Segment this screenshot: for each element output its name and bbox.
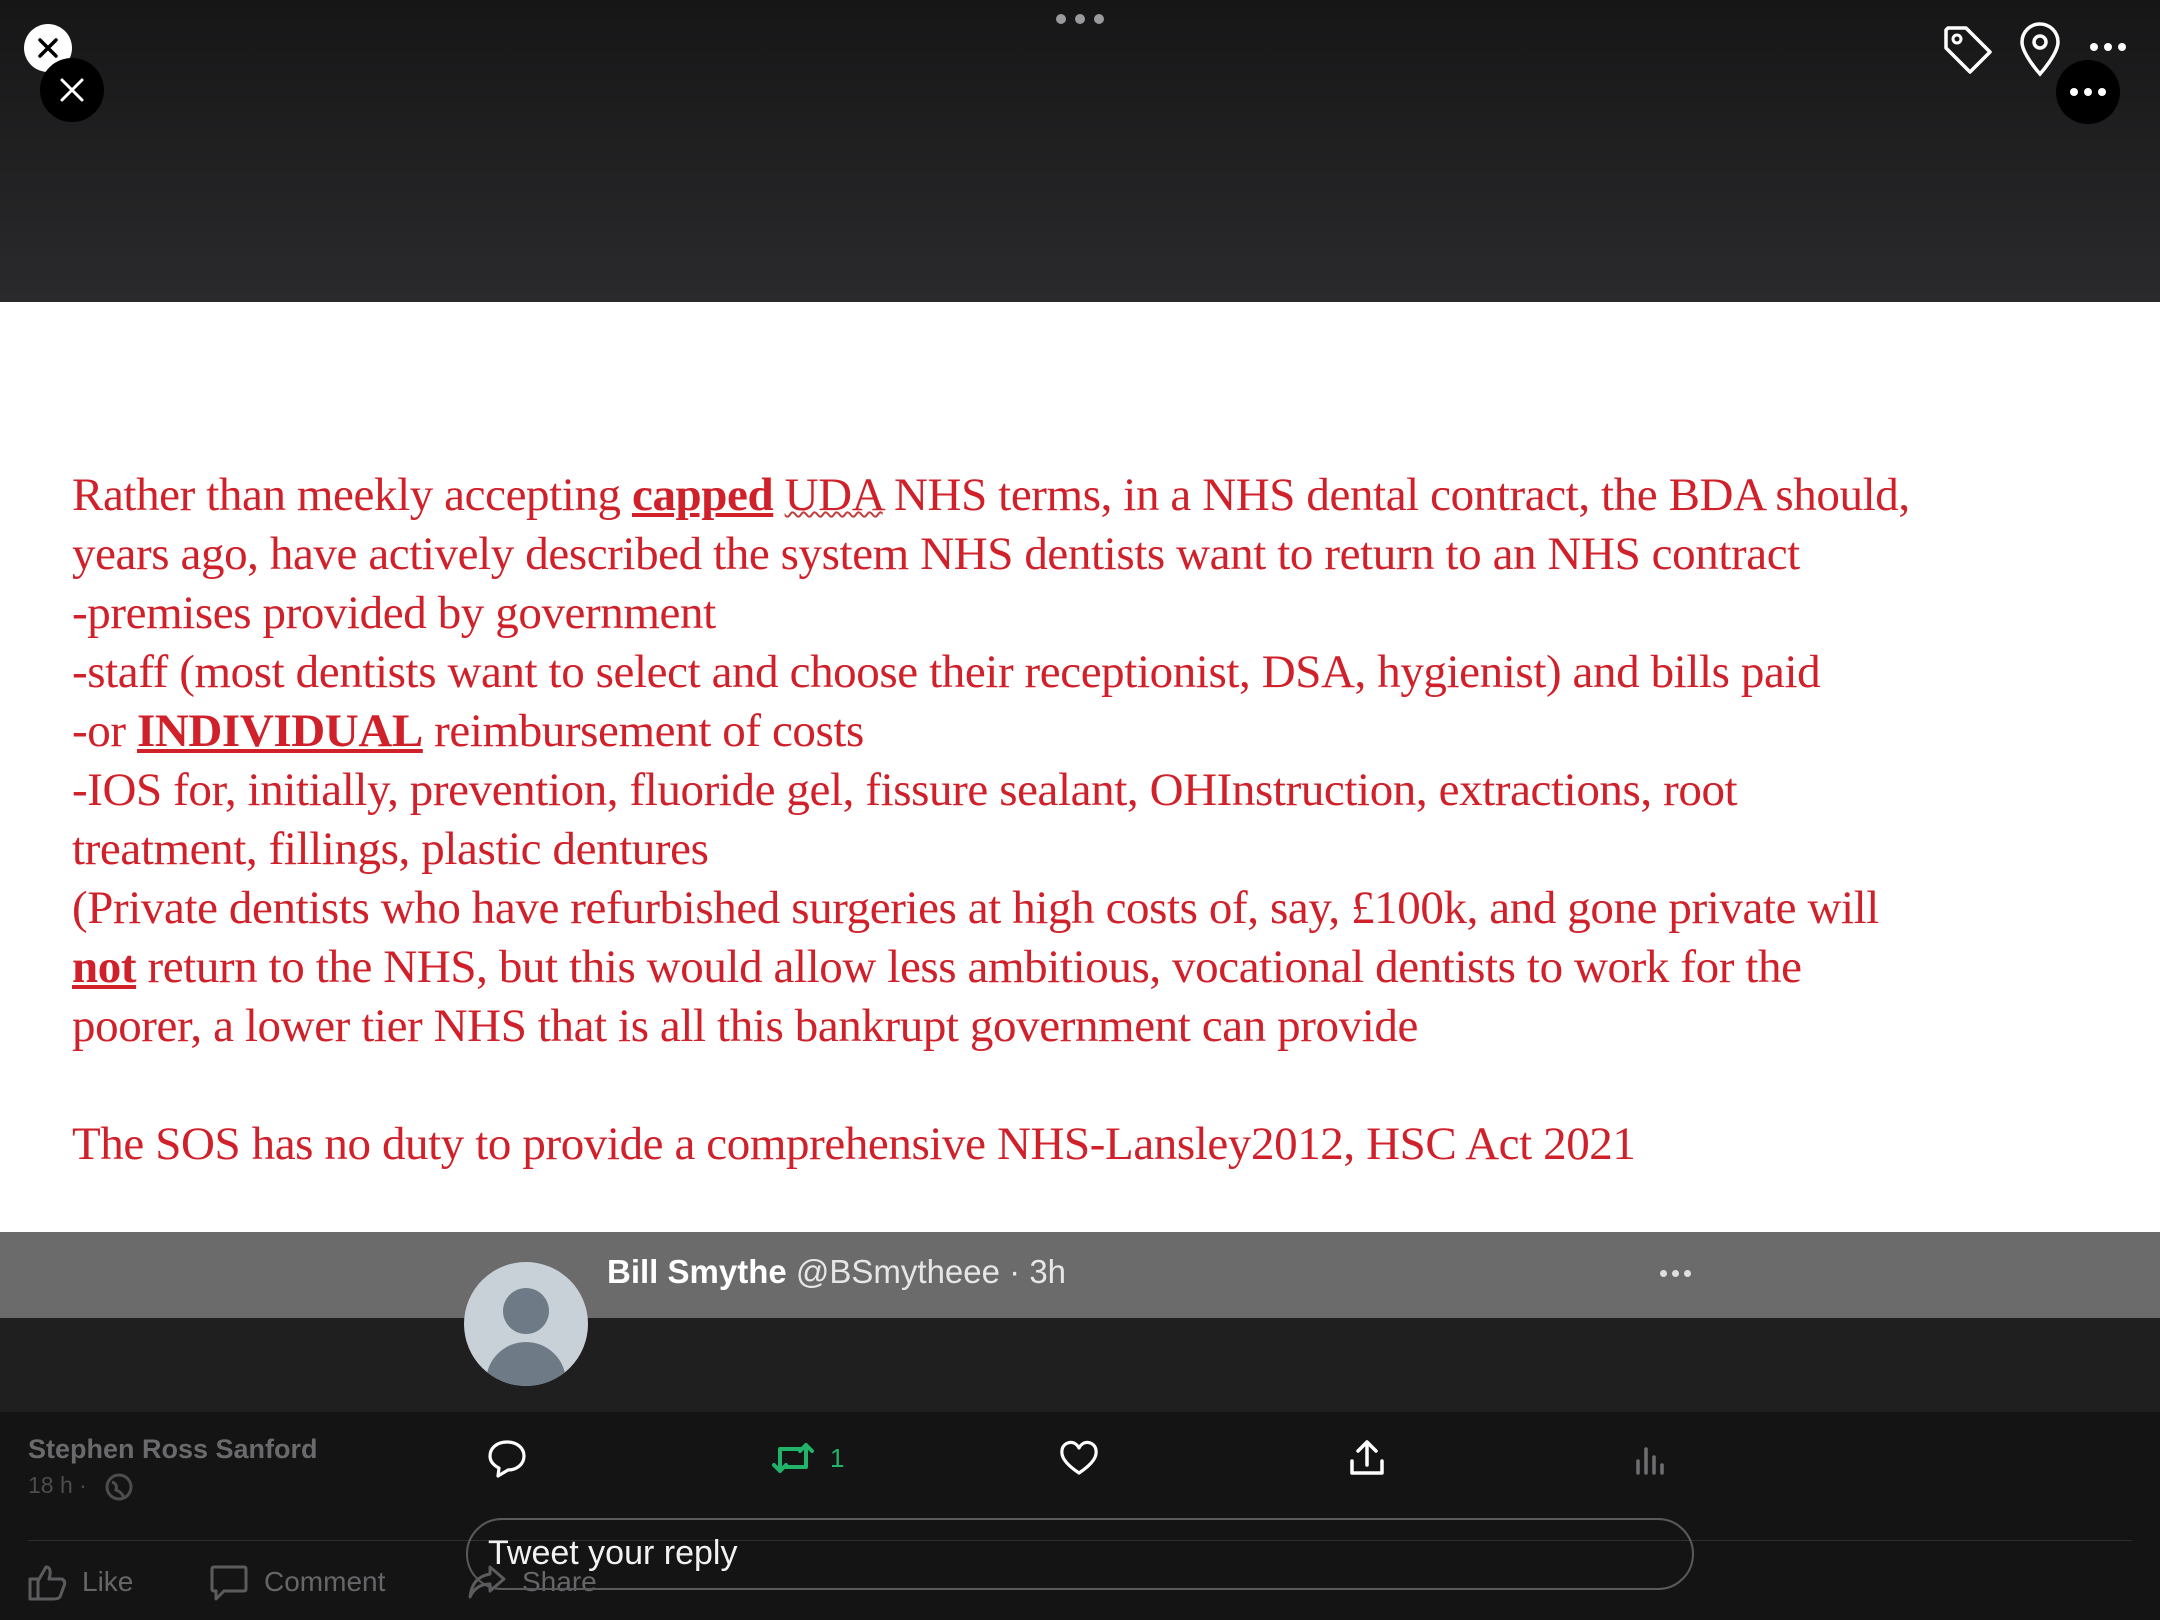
facebook-like-button[interactable] bbox=[26, 1560, 133, 1604]
doc-line-5: -or INDIVIDUAL reimbursement of costs bbox=[72, 705, 864, 757]
tweet-time: · 3h bbox=[1009, 1253, 1067, 1290]
doc-line-6: -IOS for, initially, prevention, fluoride gel, fissure sealant, OHInstruction, extractions, root bbox=[72, 764, 1738, 816]
facebook-share-label: Share bbox=[522, 1566, 597, 1597]
reply-placeholder: Tweet your reply bbox=[488, 1534, 738, 1572]
doc-line-2: years ago, have actively described the system NHS dentists want to return to an NHS contract bbox=[72, 528, 1800, 580]
retweet-icon bbox=[770, 1437, 816, 1479]
tweet-more-button[interactable] bbox=[1660, 1270, 1691, 1277]
views-button[interactable] bbox=[1630, 1436, 1672, 1480]
tweet-body-band bbox=[0, 1318, 2160, 1412]
reply-button[interactable] bbox=[486, 1436, 528, 1480]
more-icon[interactable] bbox=[2090, 34, 2134, 60]
doc-line-10: poorer, a lower tier NHS that is all this bankrupt government can provide bbox=[72, 1000, 1418, 1052]
comment-icon bbox=[208, 1561, 250, 1603]
doc-line-3: -premises provided by government bbox=[72, 587, 716, 639]
facebook-author-name[interactable]: Stephen Ross Sanford bbox=[28, 1434, 318, 1464]
location-pin-icon[interactable] bbox=[2016, 22, 2064, 78]
retweet-button[interactable] bbox=[770, 1436, 844, 1480]
thumbs-up-icon bbox=[26, 1561, 68, 1603]
doc-line-7: treatment, fillings, plastic dentures bbox=[72, 823, 709, 875]
tweet-author-name[interactable]: Bill Smythe bbox=[607, 1253, 787, 1290]
views-icon bbox=[1630, 1437, 1672, 1479]
facebook-comment-label: Comment bbox=[264, 1566, 386, 1597]
document-text bbox=[72, 466, 2152, 1174]
facebook-like-label: Like bbox=[82, 1566, 134, 1597]
tweet-header-band bbox=[0, 1232, 2160, 1318]
tag-icon[interactable] bbox=[1940, 22, 1996, 78]
globe-icon bbox=[104, 1472, 134, 1502]
close-button[interactable] bbox=[40, 58, 104, 122]
document-image bbox=[0, 302, 2160, 1232]
doc-line-11: The SOS has no duty to provide a comprehensive NHS-Lansley2012, HSC Act 2021 bbox=[72, 1118, 1636, 1170]
doc-line-1: Rather than meekly accepting capped UDA NHS terms, in a NHS dental contract, the BDA should, bbox=[72, 469, 1910, 521]
close-icon bbox=[36, 36, 60, 60]
close-icon bbox=[58, 76, 86, 104]
reply-input[interactable] bbox=[466, 1518, 1694, 1590]
doc-line-9: not return to the NHS, but this would allow less ambitious, vocational dentists to work for the bbox=[72, 941, 1802, 993]
doc-line-8: (Private dentists who have refurbished surgeries at high costs of, say, £100k, and gone private will bbox=[72, 882, 1879, 934]
doc-line-4: -staff (most dentists want to select and choose their receptionist, DSA, hygienist) and bills paid bbox=[72, 646, 1821, 698]
photo-viewer-header bbox=[0, 0, 2160, 302]
avatar[interactable] bbox=[464, 1262, 588, 1386]
facebook-post-time: 18 h · bbox=[28, 1472, 87, 1498]
tweet-author-handle[interactable]: @BSmytheee bbox=[795, 1253, 1000, 1290]
share-button[interactable] bbox=[1346, 1436, 1388, 1480]
share-icon bbox=[1346, 1437, 1388, 1479]
retweet-count: 1 bbox=[830, 1442, 845, 1473]
heart-icon bbox=[1058, 1437, 1100, 1479]
more-options-button[interactable] bbox=[2056, 60, 2120, 124]
grabber-handle[interactable] bbox=[1056, 12, 1104, 26]
reply-icon bbox=[486, 1437, 528, 1479]
tweet-author-line bbox=[607, 1253, 1066, 1291]
facebook-comment-button[interactable] bbox=[208, 1560, 385, 1604]
like-button[interactable] bbox=[1058, 1436, 1100, 1480]
